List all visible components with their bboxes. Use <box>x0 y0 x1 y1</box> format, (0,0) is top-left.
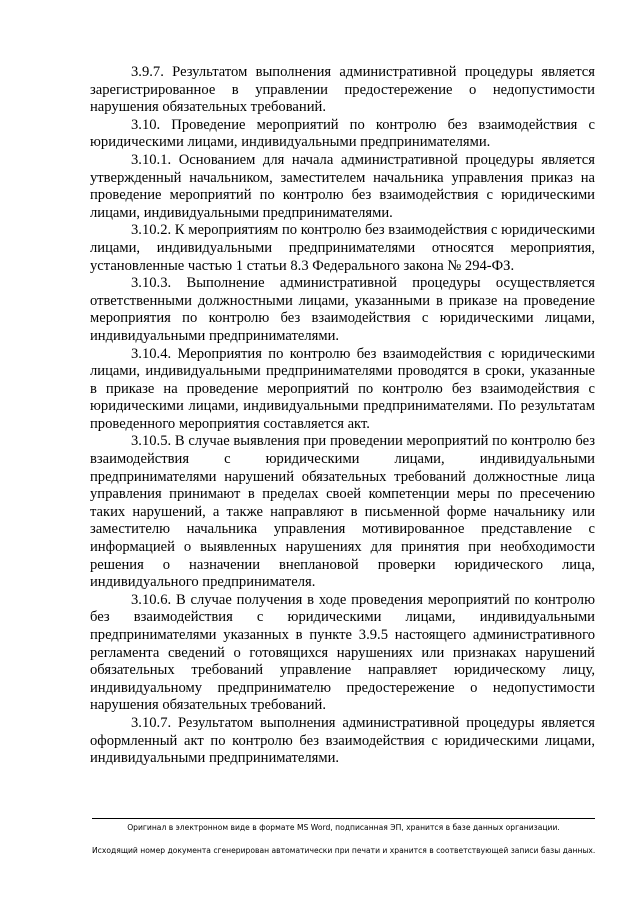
paragraph-3-10-4: 3.10.4. Мероприятия по контролю без взаимодействия с юридическими лицами, индивидуальными предпринимателями проводятся в сроки, указанные в приказе на проведение мероприятий по контролю без взаимодействия с юридическими лицами, индивидуальными предпринимателями. По результатам проведенного мероприятия составляется акт. <box>90 345 595 432</box>
paragraph-3-10-3: 3.10.3. Выполнение административной процедуры осуществляется ответственными должностными лицами, указанными в приказе на проведение мероприятия по контролю без взаимодействия с юридическими лицами, индивидуальными предпринимателями. <box>90 275 595 344</box>
paragraph-3-10: 3.10. Проведение мероприятий по контролю без взаимодействия с юридическими лицами, индивидуальными предпринимателями. <box>90 116 595 151</box>
footer-original-note: Оригинал в электронном виде в формате MS Word, подписанная ЭП, хранится в базе данных организации. <box>127 823 560 832</box>
paragraph-3-10-1: 3.10.1. Основанием для начала административной процедуры является утвержденный начальником, заместителем начальника управления приказ на проведение мероприятий по контролю без взаимодействия с юридическими лицами, индивидуальными предпринимателями. <box>90 151 595 221</box>
document-body <box>90 64 595 768</box>
paragraph-3-10-2: 3.10.2. К мероприятиям по контролю без взаимодействия с юридическими лицами, индивидуальными предпринимателями относятся мероприятия, установленные частью 1 статьи 8.3 Федерального закона № 294-ФЗ. <box>90 222 595 274</box>
paragraph-3-10-5: 3.10.5. В случае выявления при проведении мероприятий по контролю без взаимодействия с юридическими лицами, индивидуальными предпринимателями нарушений обязательных требований должностные лица управления принимают в пределах своей компетенции меры по пресечению таких нарушений, а также направляют в письменной форме начальнику или заместителю начальника управления мотивированное представление с информацией о выявленных нарушениях для принятия при необходимости решения о назначении внеплановой проверки юридического лица, индивидуального предпринимателя. <box>90 433 595 591</box>
paragraph-3-9-7: 3.9.7. Результатом выполнения административной процедуры является зарегистрированное в управлении предостережение о недопустимости нарушения обязательных требований. <box>90 64 595 116</box>
paragraph-3-10-7: 3.10.7. Результатом выполнения административной процедуры является оформленный акт по контролю без взаимодействия с юридическими лицами, индивидуальными предпринимателями. <box>90 714 595 767</box>
paragraph-3-10-6: 3.10.6. В случае получения в ходе проведения мероприятий по контролю без взаимодействия с юридическими лицами, индивидуальными предпринимателями указанных в пункте 3.9.5 настоящего административного регламента сведений о готовящихся нарушениях или признаках нарушений обязательных требований управление направляет юридическому лицу, индивидуальному предпринимателю предостережение о недопустимости нарушения обязательных требований. <box>90 591 595 714</box>
footer-divider <box>92 818 595 819</box>
footer-number-note: Исходящий номер документа сгенерирован автоматически при печати и хранится в соответствующей записи базы данных. <box>92 846 596 855</box>
